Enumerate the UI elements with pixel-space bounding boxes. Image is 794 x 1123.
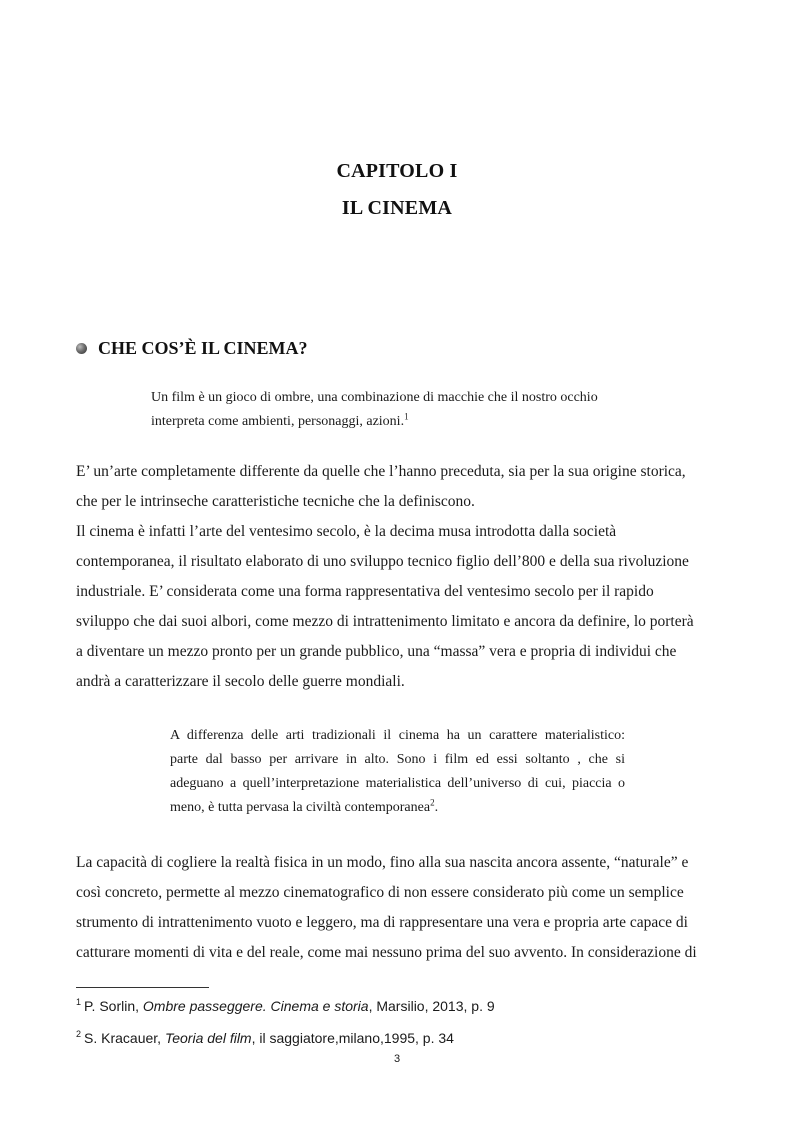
quote-line — [151, 410, 598, 434]
footnote-publication: , Marsilio, 2013, p. 9 — [368, 998, 495, 1014]
section-title: CHE COS’È IL CINEMA? — [98, 338, 308, 358]
footnote-author: S. Kracauer, — [84, 1030, 165, 1046]
paragraph-line: E’ un’arte completamente differente da quelle che l’hanno preceduta, sia per la sua origine storica, — [76, 463, 686, 480]
paragraph-line: sviluppo che dai suoi albori, come mezzo di intrattenimento limitato e ancora da definire, lo porterà — [76, 613, 694, 630]
quote-line: parte dal basso per arrivare in alto. Sono i film ed essi soltanto , che si — [170, 752, 625, 767]
quote-line: Un film è un gioco di ombre, una combinazione di macchie che il nostro occhio — [151, 390, 598, 405]
paragraph-line: Il cinema è infatti l’arte del ventesimo secolo, è la decima musa introdotta dalla società — [76, 523, 617, 540]
paragraph-line: che per le intrinseche caratteristiche tecniche che la definiscono. — [76, 493, 475, 510]
chapter-title: IL CINEMA — [341, 197, 453, 219]
quote-line: adeguano a quell’interpretazione materialistica dell’universo di cui, piaccia o — [170, 776, 625, 791]
quote-line: A differenza delle arti tradizionali il cinema ha un carattere materialistico: — [170, 728, 625, 743]
paragraph-line: così concreto, permette al mezzo cinematografico di non essere considerato più come un semplice — [76, 884, 684, 901]
paragraph-2 — [76, 848, 697, 968]
paragraph-line: strumento di intrattenimento vuoto e leggero, ma di rappresentare una vera e propria arte capace di — [76, 914, 688, 931]
bullet-icon — [76, 343, 87, 354]
paragraph-line: contemporanea, il risultato elaborato di uno sviluppo tecnico figlio dell’800 e della sua rivoluzione — [76, 553, 689, 570]
footnote-author: P. Sorlin, — [84, 998, 143, 1014]
footnote-work-title: Teoria del film — [164, 1030, 252, 1046]
footnote-number: 1 — [76, 997, 82, 1008]
paragraph-line: catturare momenti di vita e del reale, come mai nessuno prima del suo avvento. In considerazione di — [76, 944, 697, 961]
section-heading — [76, 338, 308, 359]
quote-line — [170, 796, 625, 820]
block-quote-1 — [151, 386, 598, 434]
paragraph-line: industriale. E’ considerata come una forma rappresentativa del ventesimo secolo per il rapido — [76, 583, 654, 600]
footnote-ref-2[interactable]: 2 — [430, 797, 435, 808]
paragraph-line: a diventare un mezzo pronto per un grande pubblico, una “massa” vera e propria di individui che — [76, 643, 677, 660]
footnote-work-title: Ombre passeggere. Cinema e storia — [142, 998, 369, 1014]
paragraph-line: andrà a caratterizzare il secolo delle guerre mondiali. — [76, 673, 405, 690]
paragraph-1 — [76, 457, 694, 697]
block-quote-2 — [170, 724, 625, 820]
page-number: 3 — [393, 1053, 401, 1065]
footnote-ref-1[interactable]: 1 — [404, 411, 409, 422]
paragraph-line: La capacità di cogliere la realtà fisica in un modo, fino alla sua nascita ancora assente, “naturale” e — [76, 854, 689, 871]
footnote-separator — [76, 987, 209, 988]
footnote-number: 2 — [76, 1029, 82, 1040]
quote-line-text: interpreta come ambienti, personaggi, azioni. — [151, 414, 405, 429]
quote-line-text: meno, è tutta pervasa la civiltà contemporanea — [170, 800, 431, 815]
footnote-publication: , il saggiatore,milano,1995, p. 34 — [251, 1030, 454, 1046]
footnote-1 — [76, 998, 495, 1014]
chapter-number: CAPITOLO I — [336, 160, 458, 182]
footnote-2 — [76, 1030, 454, 1046]
quote-end-punct: . — [434, 800, 439, 815]
